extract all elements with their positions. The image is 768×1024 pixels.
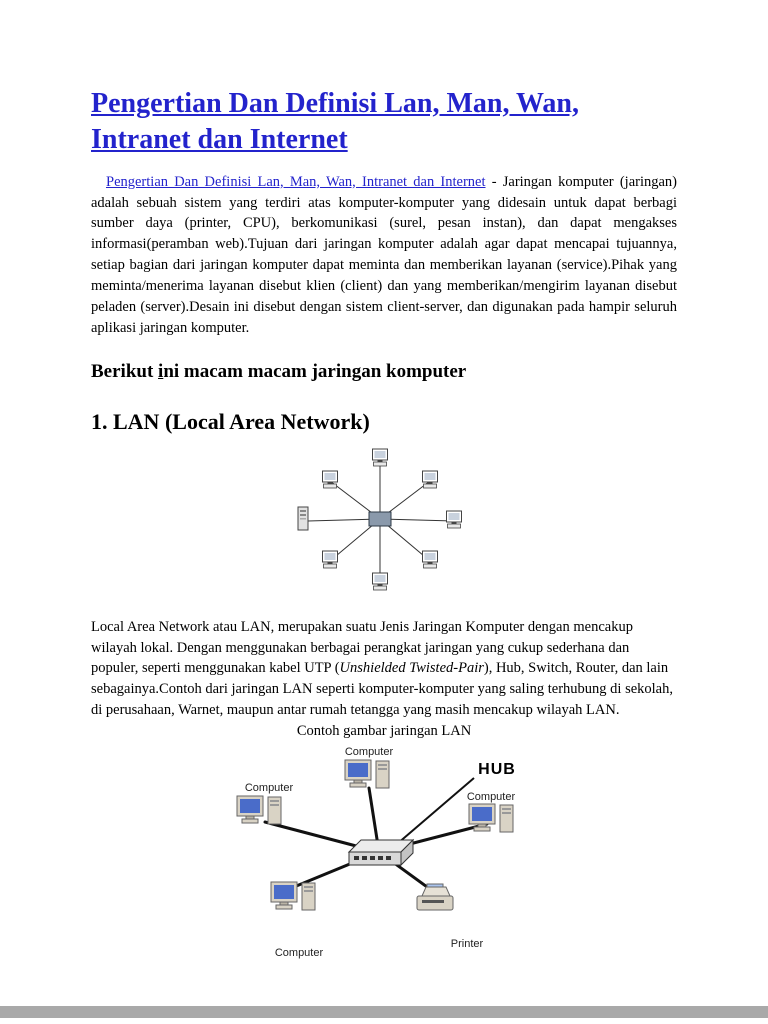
- lan-topology-diagram: [282, 443, 487, 601]
- central-hub-icon: [369, 512, 391, 526]
- list-heading-post: ni macam macam jaringan komputer: [163, 360, 467, 382]
- computer-icon: [446, 511, 461, 528]
- lan-paragraph: [91, 617, 677, 721]
- lan-example-diagram: [229, 744, 539, 964]
- next-page-edge: [0, 1018, 768, 1024]
- document-title-link[interactable]: Pengertian Dan Definisi Lan, Man, Wan, Intranet dan Internet: [91, 88, 579, 155]
- computer-icon: [422, 471, 437, 488]
- computer-icon: [237, 796, 281, 824]
- lan-example-figure: [91, 744, 677, 964]
- lan-figure-caption: Contoh gambar jaringan LAN: [296, 723, 472, 740]
- intro-paragraph: [91, 172, 677, 339]
- page-separator: [0, 1006, 768, 1018]
- intro-body-text: Jaringan komputer (jaringan) adalah sebuah sistem yang terdiri atas komputer-komputer yang didesain untuk dapat berbagi sumber daya (printer, CPU), berkomunikasi (surel, pesan instan), dan dapat mengakses informasi(peramban web).Tujuan dari jaringan komputer adalah agar dapat mencapai tujuannya, setiap bagian dari jaringan komputer dapat meminta dan memberikan layanan (service).Pihak yang meminta/menerima layanan disebut klien (client) dan yang memberikan/mengirim layanan disebut peladen (server).Desain ini disebut dengan sistem client-server, dan digunakan pada hampir seluruh aplikasi jaringan komputer.: [91, 173, 678, 336]
- lan-topology-figure: [91, 443, 677, 601]
- computer-icon: [469, 804, 513, 832]
- list-heading-underlined-letter: i: [158, 360, 164, 382]
- list-heading-pre: Berikut: [91, 360, 159, 382]
- computer-icon: [422, 551, 437, 568]
- hub-pointer-line: [397, 778, 474, 844]
- label-computer-top: Computer: [344, 746, 394, 759]
- label-computer-bottom: Computer: [274, 947, 324, 960]
- printer-icon: [417, 884, 453, 910]
- lan-paragraph-part2: ), Hub, Switch, Router, dan lain sebagainya.Contoh dari jaringan LAN seperti komputer-komputer yang saling terhubung di sekolah, di perusahaan, Warnet, maupun antar rumah tetangga yang masih mencakup wilayah LAN.: [91, 660, 673, 719]
- computer-icon: [372, 449, 387, 466]
- lan-paragraph-part1: Local Area Network atau LAN, merupakan suatu Jenis Jaringan Komputer dengan mencakup wilayah lokal. Dengan menggunakan berbagai perangkat jaringan yang cukup sederhana dan populer, seperti menggunakan kabel UTP (: [91, 618, 633, 677]
- computer-icon: [345, 760, 389, 788]
- lan-section-heading: 1. LAN (Local Area Network): [91, 408, 370, 434]
- lan-paragraph-italic: Unshielded Twisted-Pair: [339, 660, 484, 677]
- list-heading: [91, 361, 677, 383]
- label-computer-right: Computer: [466, 791, 516, 804]
- intro-hyperlink[interactable]: Pengertian Dan Definisi Lan, Man, Wan, Intranet dan Internet: [106, 173, 486, 190]
- label-hub: HUB: [478, 761, 516, 779]
- hub-icon: [349, 840, 413, 865]
- computer-icon: [322, 551, 337, 568]
- computer-icon: [372, 573, 387, 590]
- computer-icon: [271, 882, 315, 910]
- computer-icon: [322, 471, 337, 488]
- intro-separator: -: [485, 173, 503, 190]
- server-tower-icon: [298, 507, 308, 530]
- label-printer: Printer: [450, 938, 484, 951]
- label-computer-left: Computer: [244, 782, 294, 795]
